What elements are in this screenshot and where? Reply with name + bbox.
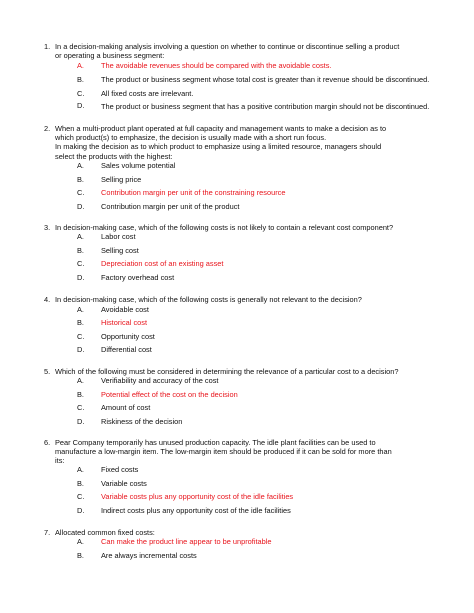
question-5 [44, 367, 435, 376]
question-3 [44, 223, 435, 232]
question-6 [44, 438, 435, 466]
question-1 [44, 42, 435, 61]
question-text: Which of the following must be considered in determining the relevance of a particular cost to a decision? [55, 367, 399, 376]
question-text: In a decision-making analysis involving a question on whether to continue or discontinue selling a product or operating a business segment: [55, 42, 400, 61]
question-text: When a multi-product plant operated at full capacity and management wants to make a decision as to which product(s) to emphasize, the decision is usually made with a short run focus. In making the decision as to which product to emphasize using a limited resource, managers should select the products with the highest: [55, 124, 387, 161]
document-page: 1. In a decision-making analysis involving a question on whether to continue or discontinue selling a product or operating a business segment: A. The avoidable revenues should be compared with the avoidable costs. B. The product or business segment whose total cost is greater than it revenue should be discontinued. C. All fixed costs are irrelevant. D. The product or business segment that has a positive contribution margin should not be discontinued. 2. When a multi-product plant operated at full capacity and management wants to make a decision as to which product(s) to emphasize, the decision is usually made with a short run focus. In making the decision as to which product to emphasize using a limited resource, managers should select the products with the highest: A. Sales volume potential B. Selling price C. Contribution margin per unit of the constraining resource D. Contribution margin per unit of the product 3. In decision-making case, which of the following costs is not likely to contain a relevant cost component? A. Labor cost B. Selling cost C. Depreciation cost of an existing asset D. Factory overhead cost 4. In decision-making case, which of the following costs is generally not relevant to the decision? A. Avoidable cost B. Historical cost C. Opportunity cost D. Differential cost 5. Which of the following must be considered in determining the relevance of a particular cost to a decision? A. Verifiability and accuracy of the cost B. Potential effect of the cost on the decision C. Amount of cost D. Riskiness of the decision 6. Pear Company temporarily has unused production capacity. The idle plant facilities can be used to manufacture a low-margin item. The low-margin item should be produced if it can be sold for more than its: A. Fixed costs B. Variable costs C. Variable costs plus any opportunity cost of the idle facilities D. Indirect costs plus any opportunity cost of the idle facilities 7. Allocated common fixed costs: A. Can make the product line appear to be unprofitable B. Are always incremental costs [0, 0, 474, 613]
question-2 [44, 124, 435, 161]
question-number: 2. [44, 124, 51, 133]
question-text: In decision-making case, which of the following costs is not likely to contain a relevant cost component? [55, 223, 394, 232]
question-number: 4. [44, 295, 51, 304]
question-number: 3. [44, 223, 51, 232]
question-7 [44, 528, 435, 537]
question-number: 6. [44, 438, 51, 447]
question-text: Allocated common fixed costs: [55, 528, 155, 537]
question-number: 7. [44, 528, 51, 537]
question-number: 5. [44, 367, 51, 376]
question-text: Pear Company temporarily has unused production capacity. The idle plant facilities can be used to manufacture a low-margin item. The low-margin item should be produced if it can be sold for more than its: [55, 438, 392, 466]
question-4 [44, 295, 435, 304]
question-text: In decision-making case, which of the following costs is generally not relevant to the decision? [55, 295, 362, 304]
question-number: 1. [44, 42, 51, 51]
